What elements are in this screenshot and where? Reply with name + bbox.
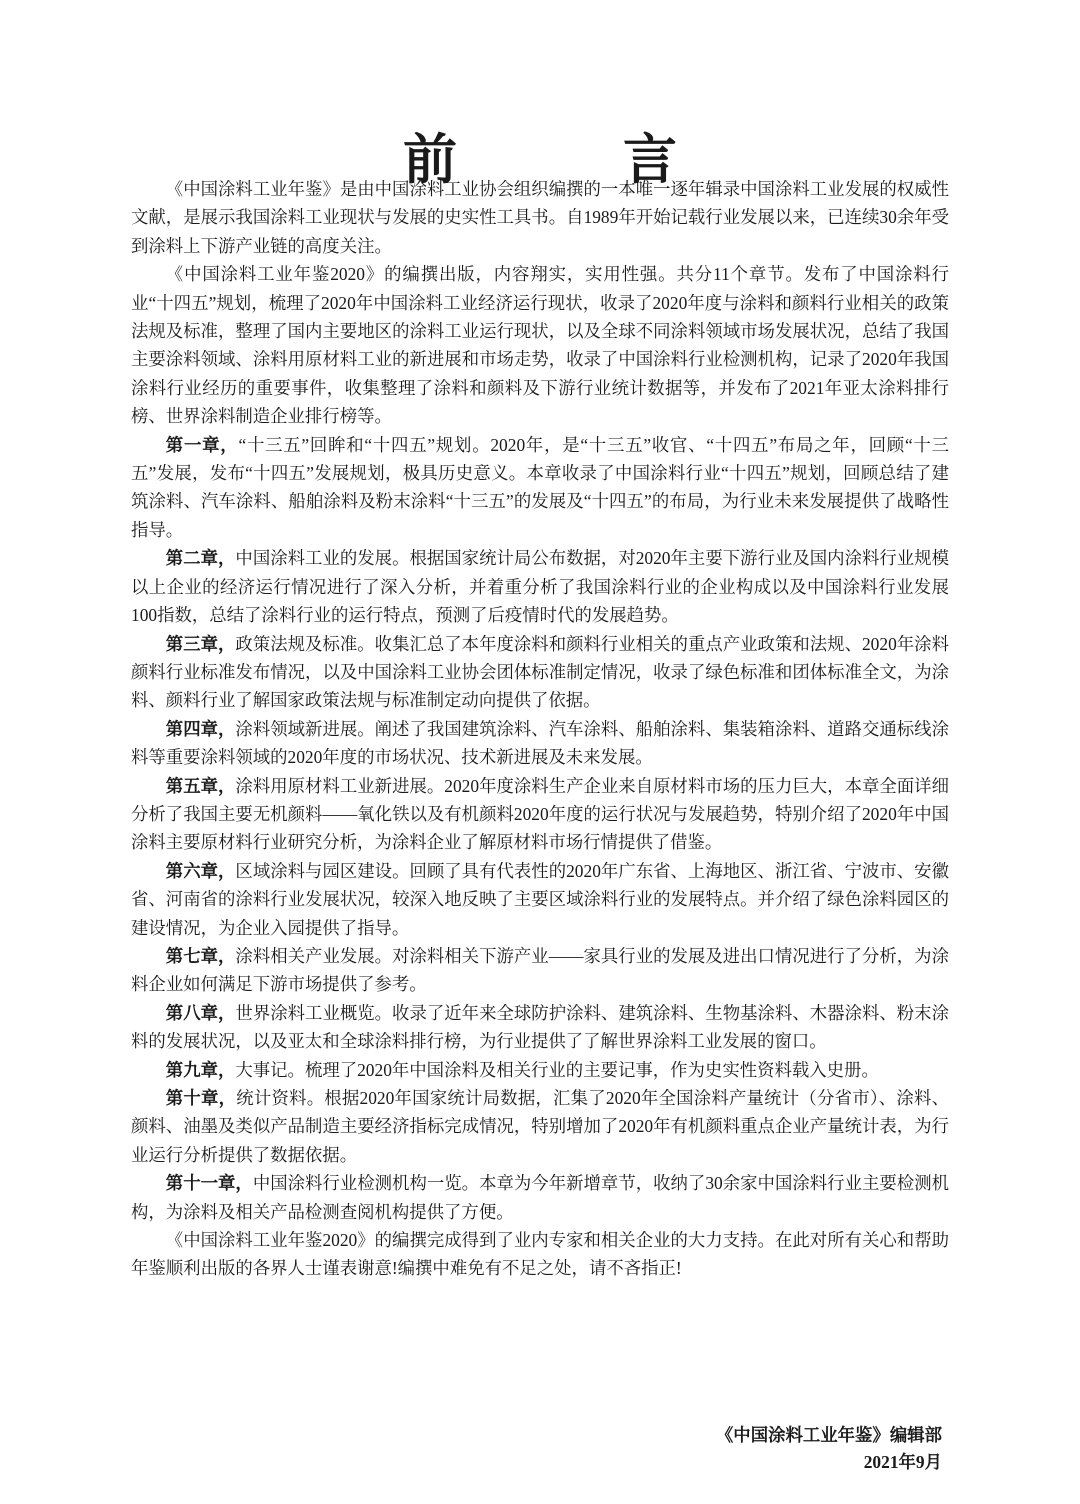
chapter-text: 涂料用原材料工业新进展。2020年度涂料生产企业来自原材料市场的压力巨大，本章全面详细分析了我国主要无机颜料——氧化铁以及有机颜料2020年度的运行状况与发展趋势，特别介绍了2020年中国涂料主要原材料行业研究分析，为涂料企业了解原材料市场行情提供了借鉴。 (131, 775, 949, 853)
chapter-label: 第二章， (165, 548, 236, 569)
preface-body (131, 175, 949, 1283)
chapter-label: 第一章， (165, 434, 239, 455)
signature: 《中国涂料工业年鉴》编辑部 (715, 1425, 942, 1445)
chapter-label: 第四章， (165, 718, 236, 739)
chapter-paragraph (131, 772, 949, 857)
chapter-paragraph (131, 544, 949, 629)
chapter-text: 中国涂料工业的发展。根据国家统计局公布数据，对2020年主要下游行业及国内涂料行业规模以上企业的经济运行情况进行了深入分析，并着重分析了我国涂料行业的企业构成以及中国涂料行业发展100指数，总结了涂料行业的运行特点，预测了后疫情时代的发展趋势。 (131, 548, 949, 626)
date: 2021年9月 (863, 1452, 942, 1472)
chapter-text: 大事记。梳理了2020年中国涂料及相关行业的主要记事，作为史实性资料载入史册。 (235, 1059, 879, 1080)
chapter-paragraph (131, 942, 949, 999)
chapter-text: 涂料相关产业发展。对涂料相关下游产业——家具行业的发展及进出口情况进行了分析，为涂料企业如何满足下游市场提供了参考。 (131, 945, 949, 995)
page-title: 前 言 (403, 130, 733, 190)
chapter-paragraph (131, 1084, 949, 1169)
chapter-text: 世界涂料工业概览。收录了近年来全球防护涂料、建筑涂料、生物基涂料、木器涂料、粉末涂料的发展状况，以及亚太和全球涂料排行榜，为行业提供了了解世界涂料工业发展的窗口。 (131, 1002, 949, 1052)
chapter-label: 第七章， (165, 945, 236, 966)
chapter-label: 第三章， (165, 633, 236, 654)
chapter-text: 政策法规及标准。收集汇总了本年度涂料和颜料行业相关的重点产业政策和法规、2020年涂料颜料行业标准发布情况，以及中国涂料工业协会团体标准制定情况，收录了绿色标准和团体标准全文，为涂料、颜料行业了解国家政策法规与标准制定动向提供了依据。 (131, 633, 949, 711)
chapter-label: 第十一章， (165, 1173, 253, 1194)
chapter-paragraph (131, 630, 949, 715)
chapter-paragraph (131, 857, 949, 942)
chapter-paragraph (131, 715, 949, 772)
chapter-paragraph (131, 431, 949, 545)
intro-paragraph: 《中国涂料工业年鉴2020》的编撰出版，内容翔实，实用性强。共分11个章节。发布了中国涂料行业“十四五”规划，梳理了2020年中国涂料工业经济运行现状，收录了2020年度与涂料和颜料行业相关的政策法规及标准，整理了国内主要地区的涂料工业运行现状，以及全球不同涂料领域市场发展状况，总结了我国主要涂料领域、涂料用原材料工业的新进展和市场走势，收录了中国涂料行业检测机构，记录了2020年我国涂料行业经历的重要事件，收集整理了涂料和颜料及下游行业统计数据等，并发布了2021年亚太涂料排行榜、世界涂料制造企业排行榜等。 (131, 264, 949, 427)
intro-paragraph: 《中国涂料工业年鉴》是由中国涂料工业协会组织编撰的一本唯一逐年辑录中国涂料工业发展的权威性文献，是展示我国涂料工业现状与发展的史实性工具书。自1989年开始记载行业发展以来，已连续30余年受到涂料上下游产业链的高度关注。 (131, 179, 949, 256)
chapter-text: 涂料领域新进展。阐述了我国建筑涂料、汽车涂料、船舶涂料、集装箱涂料、道路交通标线涂料等重要涂料领域的2020年度的市场状况、技术新进展及未来发展。 (131, 718, 949, 768)
chapter-label: 第六章， (165, 860, 236, 881)
chapter-text: 区域涂料与园区建设。回顾了具有代表性的2020年广东省、上海地区、浙江省、宁波市、安徽省、河南省的涂料行业发展状况，较深入地反映了主要区域涂料行业的发展特点。并介绍了绿色涂料园区的建设情况，为企业入园提供了指导。 (131, 860, 949, 938)
chapter-text: “十三五”回眸和“十四五”规划。2020年，是“十三五”收官、“十四五”布局之年，回顾“十三五”发展，发布“十四五”发展规划，极具历史意义。本章收录了中国涂料行业“十四五”规划，回顾总结了建筑涂料、汽车涂料、船舶涂料及粉末涂料“十三五”的发展及“十四五”的布局，为行业未来发展提供了战略性指导。 (131, 434, 949, 540)
chapter-label: 第八章， (165, 1002, 236, 1023)
chapter-label: 第十章， (165, 1088, 237, 1108)
chapter-list (131, 431, 949, 1226)
chapter-label: 第五章， (165, 775, 236, 796)
closing-paragraph: 《中国涂料工业年鉴2020》的编撰完成得到了业内专家和相关企业的大力支持。在此对所有关心和帮助年鉴顺利出版的各界人士谨表谢意!编撰中难免有不足之处，请不吝指正! (131, 1230, 949, 1279)
chapter-paragraph (131, 999, 949, 1056)
chapter-paragraph (131, 1169, 949, 1226)
signature-block (716, 1422, 942, 1476)
chapter-text: 中国涂料行业检测机构一览。本章为今年新增章节，收纳了30余家中国涂料行业主要检测机构，为涂料及相关产品检测查阅机构提供了方便。 (131, 1173, 949, 1222)
chapter-label: 第九章， (165, 1059, 236, 1080)
chapter-text: 统计资料。根据2020年国家统计局数据，汇集了2020年全国涂料产量统计（分省市）、涂料、颜料、油墨及类似产品制造主要经济指标完成情况，特别增加了2020年有机颜料重点企业产量统计表，为行业运行分析提供了数据依据。 (131, 1088, 949, 1165)
chapter-paragraph (131, 1056, 949, 1084)
